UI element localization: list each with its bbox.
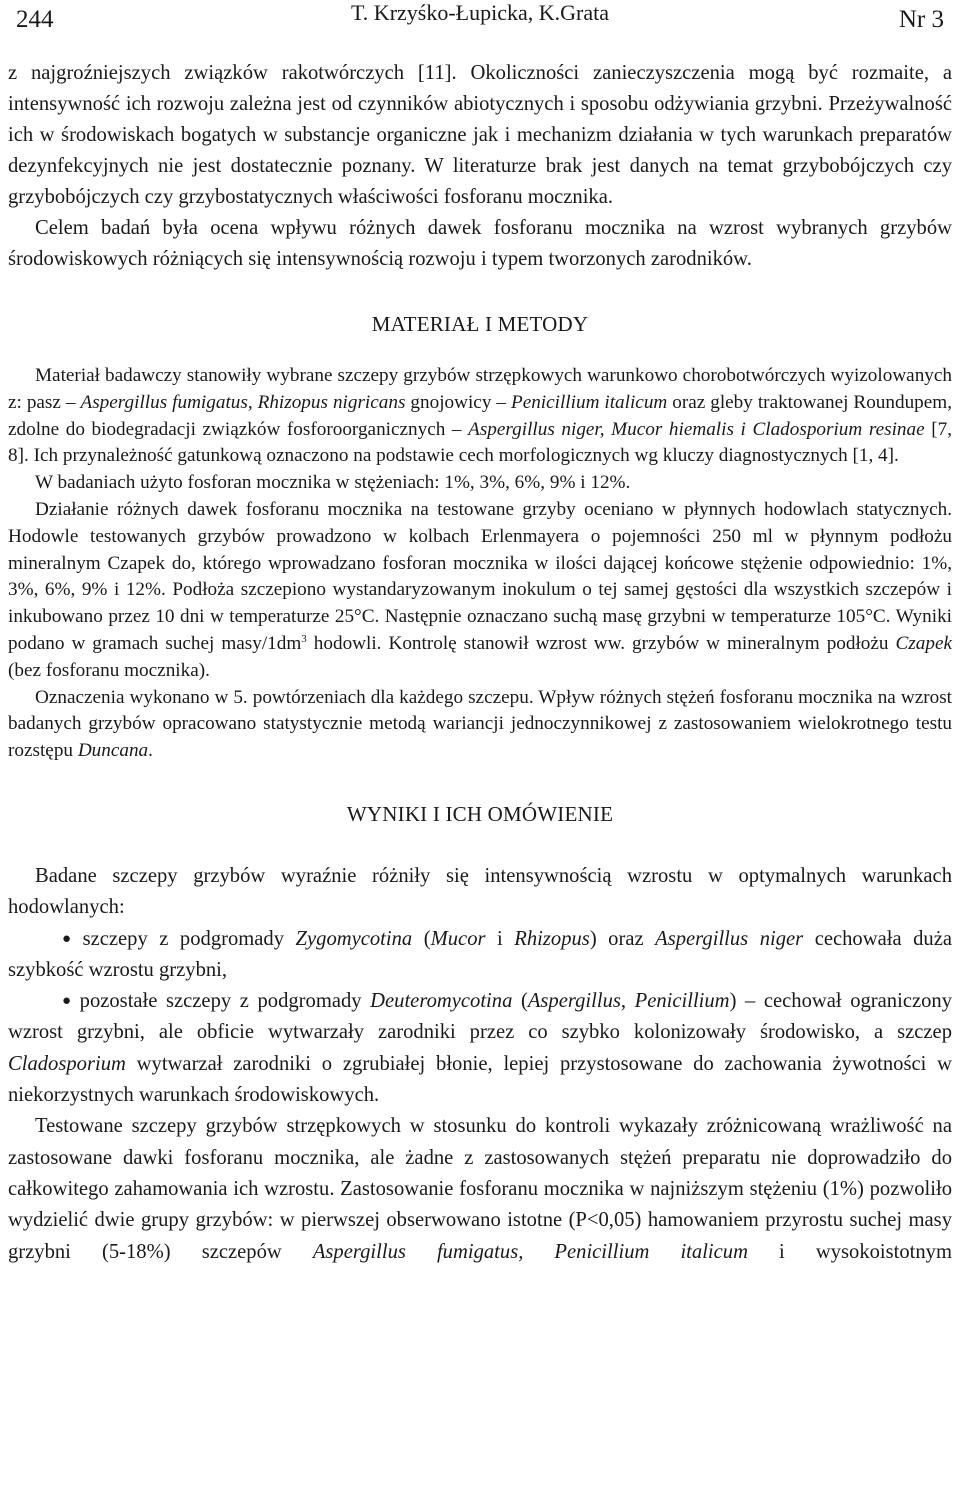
running-header — [8, 0, 952, 58]
species-names-inhibited: Aspergillus fumigatus, Penicillium italicum — [312, 1240, 748, 1263]
methods-section — [8, 363, 952, 765]
page-number: 244 — [16, 6, 54, 33]
methods-paragraph-3: Działanie różnych dawek fosforanu mocznika na testowane grzyby oceniano w płynnych hodowlach statycznych. Hodowle testowanych grzybów prowadzono w kolbach Erlenmayera o pojemności 250 ml w płynnym podłożu mineralnym Czapek do, którego wprowadzano fosforan mocznika w ilości dającej końcowe stężenie odpowiednio: 1%, 3%, 6%, 9% i 12%. Podłoża szczepiono wystandaryzowanym inokulum o tej samej gęstości dla wszystkich szczepów i inkubowano przez 10 dni w temperaturze 25°C. Następnie oznaczano suchą masę grzybni w temperaturze 105°C. Wyniki podano w gramach suchej masy/$1dm^3$ hodowli. Kontrolę stanowił wzrost ww. grzybów w mineralnym podłożu Czapek (bez fosforanu mocznika). — [8, 498, 952, 681]
intro-paragraph-2: Celem badań była ocena wpływu różnych dawek fosforanu mocznika na wzrost wybranych grzybów środowiskowych różniących się intensywnością rozwoju i typem tworzonych zarodników. — [8, 217, 952, 270]
species-name-manure: Penicillium italicum — [510, 391, 668, 413]
results-section — [8, 861, 952, 1268]
issue-number: Nr 3 — [898, 6, 944, 33]
intro-section — [8, 58, 952, 275]
methods-paragraph-1: Materiał badawczy stanowiły wybrane szczepy grzybów strzępkowych warunkowo chorobotwórczych wyizolowanych z: pasz – Aspergillus fumigatus, Rhizopus nigricans gnojowicy – Penicillium italicum oraz gleby traktowanej Roundupem, zdolne do biodegradacji związków fosforoorganicznych – Aspergillus niger, Mucor hiemalis i Cladosporium resinae [7, 8]. Ich przynależność gatunkową oznaczono na podstawie cech morfologicznych wg kluczy diagnostycznych [1, 4]. — [8, 365, 953, 467]
species-names-soil: Aspergillus niger, Mucor hiemalis i Cladosporium resinae — [468, 418, 925, 440]
results-bullet-2: ● pozostałe szczepy z podgromady Deuteromycotina (Aspergillus, Penicillium) – cechował ograniczony wzrost grzybni, ale obficie wytwarzały zarodniki przez co szybko kolonizowały środowisko, a szczep Cladosporium wytwarzał zarodniki o zgrubiałej błonie, lepiej przystosowane do zachowania żywotności w niekorzystnych warunkach środowiskowych. — [8, 986, 952, 1111]
running-authors: T. Krzyśko-Łupicka, K.Grata — [351, 0, 609, 25]
species-names-feed: Aspergillus fumigatus, Rhizopus nigricans — [80, 391, 406, 413]
medium-name: Czapek — [895, 632, 952, 654]
section-heading-methods: MATERIAŁ I METODY — [371, 312, 589, 336]
results-paragraph-1: Badane szczepy grzybów wyraźnie różniły się intensywnością wzrostu w optymalnych warunkach hodowlanych: — [8, 864, 952, 919]
superscript: 3 — [301, 632, 307, 645]
section-heading-results: WYNIKI I ICH OMÓWIENIE — [346, 801, 614, 826]
bullet-icon: ● — [62, 930, 72, 947]
intro-paragraph-1: z najgroźniejszych związków rakotwórczych [11]. Okoliczności zanieczyszczenia mogą być rozmaite, a intensywność ich rozwoju zależna jest od czynników abiotycznych i sposobu odżywiania grzybni. Przeżywalność ich w środowiskach bogatych w substancje organiczne jak i mechanizm działania w tych warunkach preparatów dezynfekcyjnych nie jest dostatecznie poznany. W literaturze brak jest danych na temat grzybobójczych czy grzybobójczych czy grzybostatycznych właściwości fosforanu mocznika. — [8, 62, 952, 208]
methods-paragraph-2: W badaniach użyto fosforan mocznika w stężeniach: 1%, 3%, 6%, 9% i 12%. — [35, 472, 631, 494]
test-name: Duncana — [77, 740, 149, 762]
bullet-icon: ● — [62, 993, 72, 1010]
results-bullet-1: ● szczepy z podgromady Zygomycotina (Mucor i Rhizopus) oraz Aspergillus niger cechowała duża szybkość wzrostu grzybni, — [8, 924, 952, 987]
results-paragraph-2: Testowane szczepy grzybów strzępkowych w stosunku do kontroli wykazały zróżnicowaną wrażliwość na zastosowane dawki fosforanu mocznika, ale żadne z zastosowanych stężeń preparatu nie doprowadziło do całkowitego zahamowania ich wzrostu. Zastosowanie fosforanu mocznika w najniższym stężeniu (1%) pozwoliło wydzielić dwie grupy grzybów: w pierwszej obserwowano istotne (P<0,05) hamowaniem przyrostu suchej masy grzybni (5-18%) szczepów Aspergillus fumigatus, Penicillium italicum i wysokoistotnym — [8, 1115, 953, 1263]
methods-paragraph-4: Oznaczenia wykonano w 5. powtórzeniach dla każdego szczepu. Wpływ różnych stężeń fosforanu mocznika na wzrost badanych grzybów opracowano statystycznie metodą wariancji jednoczynnikowej z zastosowaniem wielokrotnego testu rozstępu Duncana. — [8, 686, 952, 762]
